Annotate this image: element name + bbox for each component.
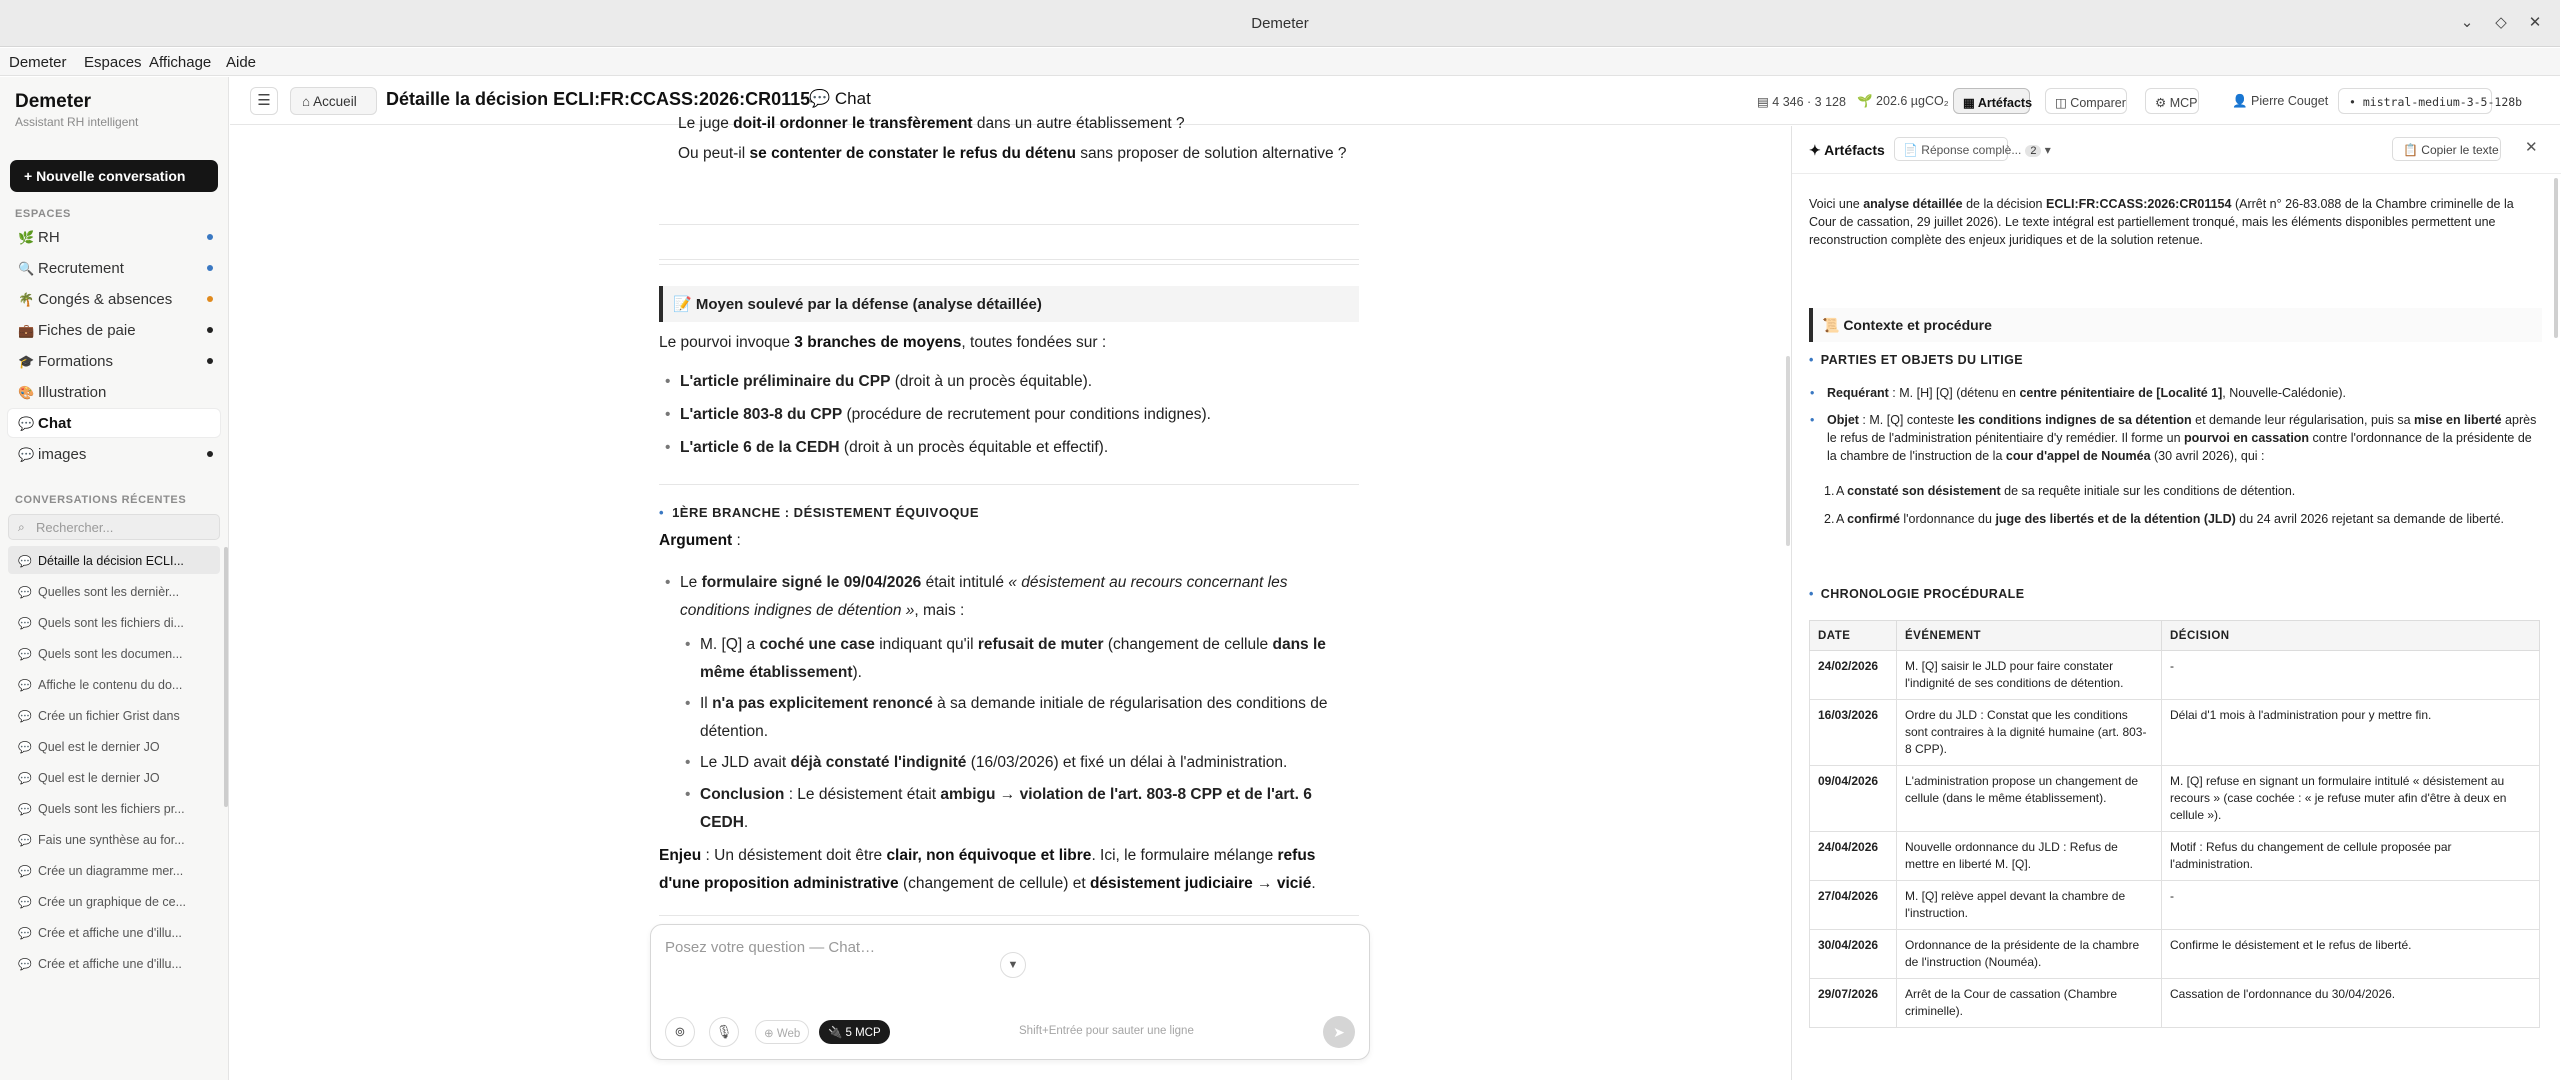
- chat-icon: 💬: [18, 680, 32, 692]
- chat-icon: 💬: [18, 866, 32, 878]
- section-heading: 📜 Contexte et procédure: [1809, 308, 2542, 342]
- send-icon[interactable]: ➤: [1323, 1016, 1355, 1048]
- event-cell: Ordonnance de la présidente de la chambre de l'instruction (Nouméa).: [1897, 930, 2162, 979]
- menu-espaces[interactable]: Espaces: [84, 54, 142, 71]
- argument-label: Argument :: [659, 532, 741, 549]
- space-item-images[interactable]: [8, 440, 220, 468]
- space-label: images: [38, 446, 87, 463]
- artefacts-scrollbar[interactable]: [2554, 178, 2558, 338]
- model-label: mistral-medium-3-5-128b: [2362, 95, 2523, 109]
- menu-toggle-icon[interactable]: ☰: [250, 87, 278, 115]
- search-placeholder: Rechercher...: [36, 520, 114, 535]
- recent-label: Quels sont les documen...: [38, 647, 183, 661]
- date-cell: 29/07/2026: [1810, 979, 1897, 1028]
- space-item-illustration[interactable]: [8, 378, 220, 406]
- artefact-selector[interactable]: [1894, 137, 2051, 161]
- table-row: [1810, 930, 2540, 979]
- bullet-icon: •: [1809, 353, 1814, 367]
- recent-heading: CONVERSATIONS RÉCENTES: [15, 494, 187, 506]
- close-panel-icon[interactable]: ✕: [2525, 139, 2538, 156]
- chat-icon: 💬: [18, 711, 32, 723]
- column-header: DATE: [1810, 621, 1897, 651]
- recent-conversation-item[interactable]: [8, 763, 220, 791]
- decision-cell: M. [Q] refuse en signant un formulaire intitulé « désistement au recours » (case cochée : « je refuse muter afin d'être à deux en cellule »).: [2162, 766, 2540, 832]
- list-item: • Requérant : M. [H] [Q] (détenu en centre pénitentiaire de [Localité 1], Nouvelle-Calédonie).: [1810, 386, 2346, 400]
- numbered-item: 2. A confirmé l'ordonnance du juge des libertés et de la détention (JLD) du 24 avril 2026 rejetant sa demande de liberté.: [1824, 512, 2504, 526]
- space-item-chat[interactable]: [8, 409, 220, 437]
- token-counter: ▤ 4 346 · 3 128: [1748, 88, 1846, 114]
- home-label: Accueil: [313, 94, 357, 109]
- mcp-button[interactable]: [2145, 88, 2199, 114]
- event-cell: Ordre du JLD : Constat que les conditions sont contraires à la dignité humaine (art. 803-8 CPP).: [1897, 700, 2162, 766]
- recent-label: Quelles sont les dernièr...: [38, 585, 180, 599]
- window-title: Demeter: [1251, 15, 1309, 32]
- spaces-heading: ESPACES: [15, 208, 71, 220]
- list-item: • Conclusion : Le désistement était ambigu → violation de l'art. 803-8 CPP et de l'art. 6 CEDH.: [685, 786, 1312, 831]
- recent-label: Fais une synthèse au for...: [38, 833, 185, 847]
- grid-icon: ▦: [1963, 96, 1978, 110]
- palette-icon: 🎨: [18, 385, 35, 400]
- branch-heading: • 1ÈRE BRANCHE : DÉSISTEMENT ÉQUIVOQUE: [659, 505, 979, 520]
- artefact-selector-label: 📄 Réponse complè...: [1903, 143, 2022, 157]
- chat-icon: 💬: [18, 835, 32, 847]
- status-dot: [207, 265, 213, 271]
- new-conversation-button[interactable]: + Nouvelle conversation: [10, 160, 218, 192]
- web-search-toggle[interactable]: ⊕ Web: [755, 1020, 809, 1044]
- recent-label: Crée et affiche une d'illu...: [38, 957, 182, 971]
- search-icon: 🔍: [18, 261, 35, 276]
- menu-bar: [0, 48, 2560, 76]
- divider: [659, 224, 1359, 225]
- space-item-fiches-de-paie[interactable]: [8, 316, 220, 344]
- space-label: RH: [38, 229, 60, 246]
- chat-icon: 💬: [18, 618, 32, 630]
- date-cell: 16/03/2026: [1810, 700, 1897, 766]
- compare-label: Comparer: [2070, 96, 2126, 110]
- column-header: DÉCISION: [2162, 621, 2540, 651]
- recent-label: Quel est le dernier JO: [38, 740, 160, 754]
- column-header: ÉVÉNEMENT: [1897, 621, 2162, 651]
- subsection-heading: • CHRONOLOGIE PROCÉDURALE: [1809, 587, 2025, 601]
- divider: [659, 484, 1359, 485]
- table-row: [1810, 700, 2540, 766]
- space-item-formations[interactable]: [8, 347, 220, 375]
- chat-scrollbar[interactable]: [1786, 356, 1790, 546]
- recent-conversation-item[interactable]: [8, 918, 220, 946]
- speech-bubble-icon: 💬: [18, 416, 35, 431]
- window-titlebar: [0, 0, 2560, 47]
- attach-icon[interactable]: ⊚: [665, 1017, 695, 1047]
- decision-cell: Confirme le désistement et le refus de liberté.: [2162, 930, 2540, 979]
- space-label: Chat: [38, 415, 72, 432]
- menu-demeter[interactable]: Demeter: [9, 54, 67, 71]
- space-label: Fiches de paie: [38, 322, 136, 339]
- decision-cell: -: [2162, 651, 2540, 700]
- plug-icon: ⚙: [2155, 96, 2170, 110]
- list-item: • L'article 6 de la CEDH (droit à un procès équitable et effectif).: [665, 439, 1109, 456]
- app-subtitle: Assistant RH intelligent: [15, 115, 139, 129]
- menu-affichage[interactable]: Affichage: [149, 54, 212, 71]
- model-dot-icon: •: [2349, 95, 2363, 109]
- event-cell: M. [Q] saisir le JLD pour faire constater l'indignité de ses conditions de détention.: [1897, 651, 2162, 700]
- home-button[interactable]: [290, 87, 377, 115]
- message-text: Le pourvoi invoque 3 branches de moyens, toutes fondées sur :: [659, 334, 1107, 351]
- chat-icon: 💬: [18, 804, 32, 816]
- divider: [659, 259, 1359, 260]
- artefact-intro: Voici une analyse détaillée de la décision ECLI:FR:CCASS:2026:CR01154 (Arrêt n° 26-83.088 de la Chambre criminelle de la Cour de cassation, 29 juillet 2026). Le texte intégral est partiellement tronqué, mais les éléments disponibles permettent une reconstruction complète des enjeux juridiques et de la solution retenue.: [1809, 197, 2514, 247]
- event-cell: Nouvelle ordonnance du JLD : Refus de mettre en liberté M. [Q].: [1897, 832, 2162, 881]
- input-hint: Shift+Entrée pour sauter une ligne: [1019, 1025, 1194, 1037]
- chat-icon: 💬: [18, 773, 32, 785]
- briefcase-icon: 💼: [18, 323, 35, 338]
- list-item: • M. [Q] a coché une case indiquant qu'il refusait de muter (changement de cellule dans le même établissement).: [685, 636, 1326, 681]
- chat-icon: 💬: [18, 897, 32, 909]
- artefacts-header: [1792, 126, 2561, 174]
- recent-conversation-item[interactable]: [8, 887, 220, 915]
- user-profile[interactable]: 👤 Pierre Couget: [2223, 88, 2328, 114]
- conversation-search-input[interactable]: [8, 514, 220, 540]
- recent-label: Crée un fichier Grist dans: [38, 709, 180, 723]
- message-text: Le juge doit-il ordonner le transfèrement dans un autre établissement ?: [678, 115, 1185, 132]
- section-heading: 📝 Moyen soulevé par la défense (analyse détaillée): [659, 286, 1359, 322]
- compare-button[interactable]: [2045, 88, 2127, 114]
- chat-input-box[interactable]: [650, 924, 1370, 1060]
- copy-text-button[interactable]: 📋 Copier le texte: [2392, 137, 2501, 161]
- space-label: Illustration: [38, 384, 107, 401]
- model-selector[interactable]: [2338, 88, 2523, 114]
- table-row: [1810, 832, 2540, 881]
- recent-label: Quels sont les fichiers pr...: [38, 802, 185, 816]
- decision-cell: Cassation de l'ordonnance du 30/04/2026.: [2162, 979, 2540, 1028]
- subsection-heading: • PARTIES ET OBJETS DU LITIGE: [1809, 353, 2024, 367]
- mcp-label: MCP: [2169, 96, 2198, 110]
- list-item: • L'article 803-8 du CPP (procédure de recrutement pour conditions indignes).: [665, 406, 1211, 423]
- space-label: Formations: [38, 353, 114, 370]
- recent-conversation-item[interactable]: [8, 577, 220, 605]
- chat-icon: 💬: [18, 742, 32, 754]
- scroll-down-icon[interactable]: ▼: [1000, 952, 1026, 978]
- space-badge: 💬 Chat: [809, 89, 871, 108]
- status-dot: [207, 451, 213, 457]
- top-bar: [230, 77, 2560, 125]
- recent-conversation-item[interactable]: [8, 732, 220, 760]
- menu-aide[interactable]: Aide: [226, 54, 257, 71]
- artefacts-toggle-button[interactable]: [1953, 88, 2033, 114]
- minimize-icon[interactable]: ⌄: [2460, 14, 2474, 31]
- sidebar-scrollbar[interactable]: [224, 547, 228, 807]
- space-item-rh[interactable]: [8, 223, 220, 251]
- maximize-icon[interactable]: ◇: [2495, 14, 2507, 31]
- recent-conversation-item[interactable]: [8, 825, 220, 853]
- artefacts-label: Artéfacts: [1977, 96, 2033, 110]
- bullet-icon: •: [1809, 587, 1814, 601]
- enjeu-paragraph: Enjeu : Un désistement doit être clair, non équivoque et libre. Ici, le formulaire mélange refus d'une proposition administrative (changement de cellule) et désistement judiciaire → vicié.: [659, 847, 1316, 892]
- recent-label: Crée un graphique de ce...: [38, 895, 187, 909]
- search-icon: ⌕: [18, 520, 25, 534]
- date-cell: 27/04/2026: [1810, 881, 1897, 930]
- recent-conversation-item[interactable]: [8, 546, 220, 574]
- artefacts-title: ✦ Artéfacts: [1809, 142, 1885, 158]
- chat-icon: 💬: [18, 928, 32, 940]
- status-dot: [207, 327, 213, 333]
- divider: [659, 915, 1359, 916]
- decision-cell: -: [2162, 881, 2540, 930]
- table-row: [1810, 766, 2540, 832]
- list-item: • Le formulaire signé le 09/04/2026 était intitulé « désistement au recours concernant les conditions indignes de détention », mais :: [665, 574, 1288, 619]
- decision-cell: Motif : Refus du changement de cellule proposée par l'administration.: [2162, 832, 2540, 881]
- speech-bubble-icon: 💬: [18, 447, 35, 462]
- divider: [659, 264, 1359, 265]
- space-label: Congés & absences: [38, 291, 173, 308]
- chevron-down-icon: ▾: [2041, 143, 2051, 157]
- chat-icon: 💬: [18, 959, 32, 971]
- table-row: [1810, 651, 2540, 700]
- recent-conversation-item[interactable]: [8, 670, 220, 698]
- table-header-row: [1810, 621, 2540, 651]
- chat-icon: 💬: [18, 556, 32, 568]
- recent-label: Crée un diagramme mer...: [38, 864, 184, 878]
- recent-conversation-item[interactable]: [8, 639, 220, 667]
- recent-label: Quel est le dernier JO: [38, 771, 160, 785]
- date-cell: 30/04/2026: [1810, 930, 1897, 979]
- chat-icon: 💬: [18, 649, 32, 661]
- recent-conversation-item[interactable]: [8, 856, 220, 884]
- table-row: [1810, 881, 2540, 930]
- graduation-cap-icon: 🎓: [18, 354, 35, 369]
- recent-label: Crée et affiche une d'illu...: [38, 926, 182, 940]
- mcp-tools-toggle[interactable]: 🔌 5 MCP: [819, 1020, 890, 1044]
- recent-label: Détaille la décision ECLI...: [38, 554, 184, 568]
- home-icon: ⌂: [302, 94, 314, 109]
- recent-label: Affiche le contenu du do...: [38, 678, 183, 692]
- event-cell: M. [Q] relève appel devant la chambre de l'instruction.: [1897, 881, 2162, 930]
- event-cell: L'administration propose un changement de cellule (dans le même établissement).: [1897, 766, 2162, 832]
- recent-conversation-item[interactable]: [8, 794, 220, 822]
- recent-conversation-item[interactable]: [8, 608, 220, 636]
- list-item: • L'article préliminaire du CPP (droit à un procès équitable).: [665, 373, 1093, 390]
- space-label: Recrutement: [38, 260, 124, 277]
- compare-icon: ◫: [2055, 96, 2071, 110]
- date-cell: 09/04/2026: [1810, 766, 1897, 832]
- date-cell: 24/04/2026: [1810, 832, 1897, 881]
- table-row: [1810, 979, 2540, 1028]
- chronology-table: [1809, 620, 2540, 1028]
- decision-cell: Délai d'1 mois à l'administration pour y mettre fin.: [2162, 700, 2540, 766]
- status-dot: [207, 358, 213, 364]
- app-name: Demeter: [15, 91, 92, 112]
- chat-input-placeholder[interactable]: Posez votre question — Chat…: [665, 939, 876, 956]
- palm-tree-icon: 🌴: [18, 292, 35, 307]
- date-cell: 24/02/2026: [1810, 651, 1897, 700]
- chat-icon: 💬: [18, 587, 32, 599]
- list-item: • Objet : M. [Q] conteste les conditions indignes de sa détention et demande leur régularisation, puis sa mise en liberté après le refus de l'administration pénitentiaire d'y remédier. Il forme un pourvoi en cassation contre l'ordonnance de la présidente de la chambre de l'instruction de la cour d'appel de Nouméa (30 avril 2026), qui :: [1810, 413, 2537, 463]
- status-dot: [207, 234, 213, 240]
- numbered-item: 1. A constaté son désistement de sa requête initiale sur les conditions de détention.: [1824, 484, 2296, 498]
- message-text: Ou peut-il se contenter de constater le refus du détenu sans proposer de solution alternative ?: [678, 145, 1347, 162]
- leaf-icon: 🌿: [18, 230, 35, 245]
- space-item-conges[interactable]: [8, 285, 220, 313]
- space-item-recrutement[interactable]: [8, 254, 220, 282]
- microphone-icon[interactable]: 🎙: [709, 1017, 739, 1047]
- close-window-icon[interactable]: ✕: [2528, 14, 2542, 31]
- artefact-count-badge: 2: [2025, 145, 2041, 157]
- recent-label: Quels sont les fichiers di...: [38, 616, 184, 630]
- recent-conversation-item[interactable]: [8, 949, 220, 969]
- list-item: • Il n'a pas explicitement renoncé à sa demande initiale de régularisation des conditions de détention.: [685, 695, 1328, 740]
- co2-counter: 🌱 202.6 µgCO₂: [1848, 88, 1949, 114]
- event-cell: Arrêt de la Cour de cassation (Chambre criminelle).: [1897, 979, 2162, 1028]
- list-item: • Le JLD avait déjà constaté l'indignité (16/03/2026) et fixé un délai à l'administration.: [685, 754, 1288, 771]
- bullet-icon: •: [659, 505, 665, 520]
- artefacts-panel: [1791, 126, 2560, 1080]
- status-dot: [207, 296, 213, 302]
- sidebar: [0, 77, 229, 1080]
- page-title: Détaille la décision ECLI:FR:CCASS:2026:CR01154: [386, 89, 821, 109]
- recent-conversation-item[interactable]: [8, 701, 220, 729]
